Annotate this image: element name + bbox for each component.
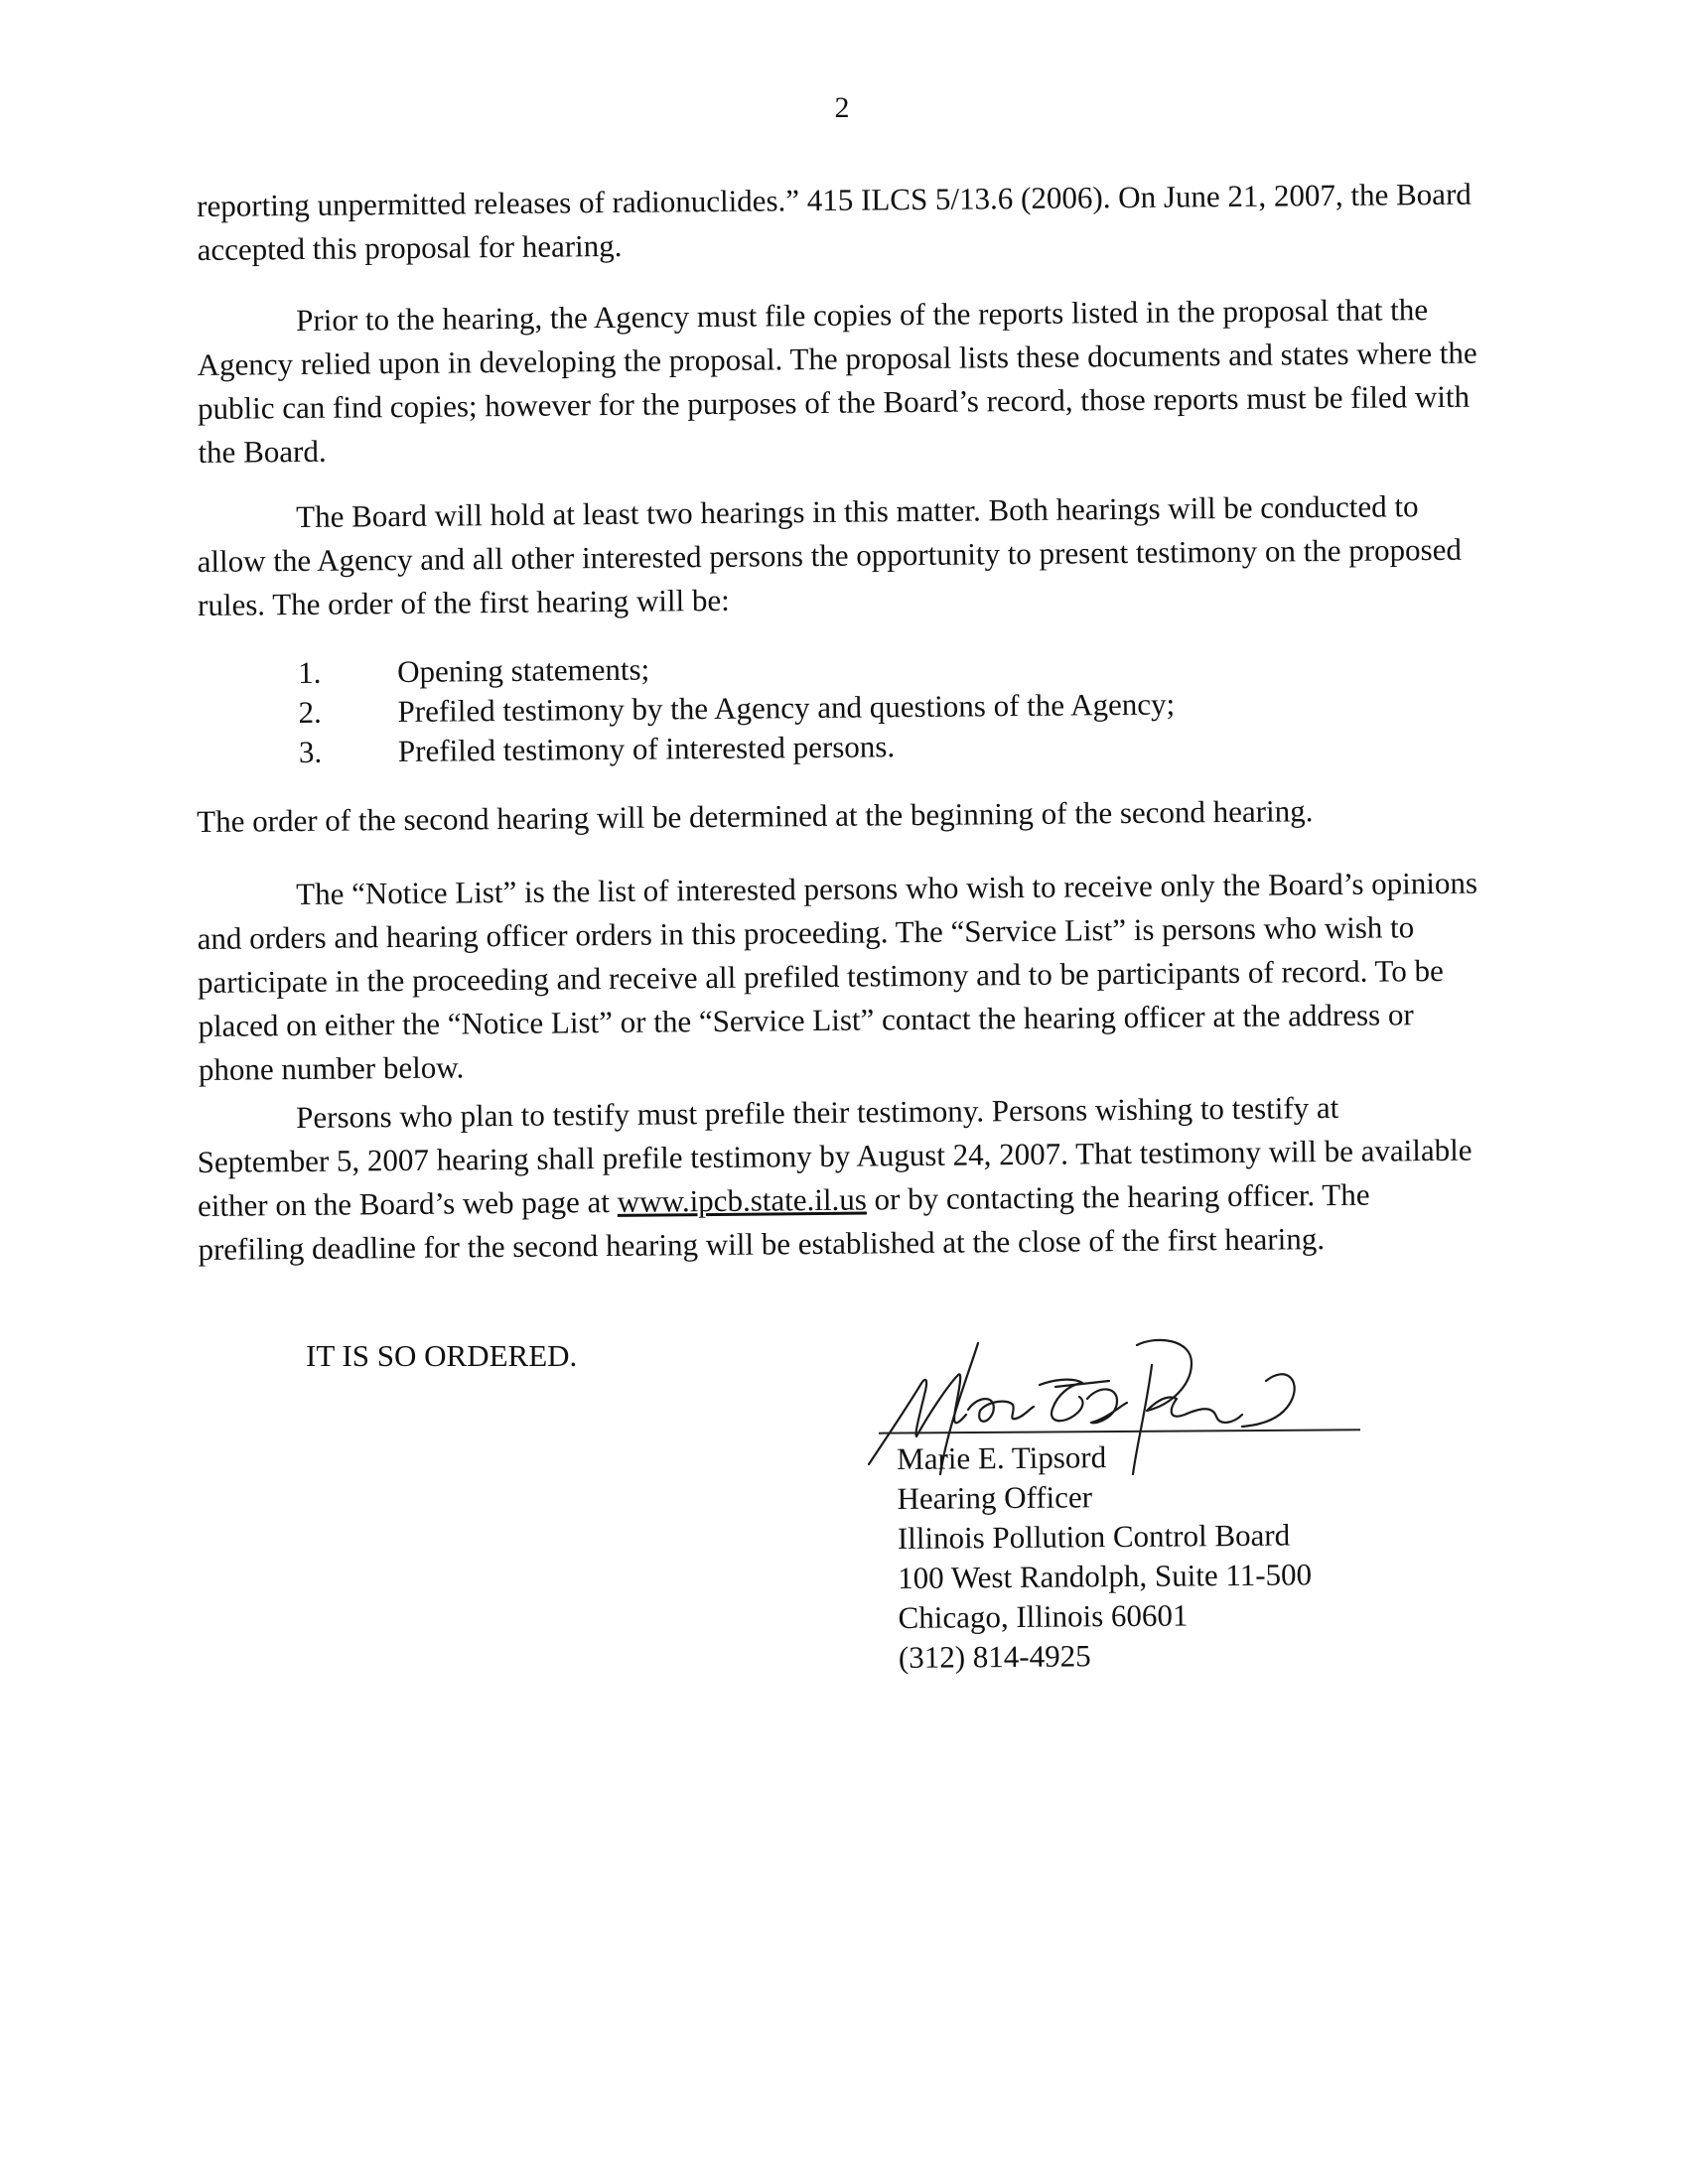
- officer-organization: Illinois Pollution Control Board: [897, 1517, 1291, 1556]
- paragraph-reports-block: [197, 288, 1479, 475]
- hearing-officer-block: [897, 1435, 1313, 1678]
- paragraph-second-hearing: The order of the second hearing will be determined at the beginning of the second hearing.: [197, 793, 1314, 839]
- list-number: 2.: [298, 694, 322, 730]
- paragraph-notice-list: The “Notice List” is the list of interested persons who wish to receive only the Board’s opinions and orders and hearing officer orders in this proceeding. The “Service List” is persons who wish to participate in the proceeding and receive all prefiled testimony and to be participants of record. To be placed on either the “Notice List” or the “Service List” contact the hearing officer at the address or phone number below.: [197, 865, 1478, 1087]
- officer-address-line1: 100 West Randolph, Suite 11-500: [898, 1557, 1313, 1595]
- officer-phone: (312) 814-4925: [898, 1638, 1091, 1675]
- list-text: Prefiled testimony of interested persons.: [397, 729, 896, 769]
- officer-address-line2: Chicago, Illinois 60601: [898, 1597, 1189, 1635]
- closing-statement: IT IS SO ORDERED.: [306, 1338, 578, 1373]
- paragraph-hearings: The Board will hold at least two hearings in this matter. Both hearings will be conducted to allow the Agency and all other interested persons the opportunity to present testimony on the proposed rules. The order of the first hearing will be:: [197, 488, 1463, 622]
- testify-text-before: Persons who plan to testify must prefile their testimony. Persons wishing to testify at September 5, 2007 hearing shall prefile testimony by August 24, 2007. That testimony will be available either on the Board’s web page at: [197, 1089, 1473, 1223]
- paragraph-reports: Prior to the hearing, the Agency must file copies of the reports listed in the proposal that the Agency relied upon in developing the proposal. The proposal lists these documents and states where the public can find copies; however for the purposes of the Board’s record, those reports must be filed with the Board.: [197, 292, 1477, 470]
- list-text: Prefiled testimony by the Agency and questions of the Agency;: [397, 686, 1176, 730]
- list-item: [299, 725, 1176, 772]
- hearing-order-list: [298, 645, 1176, 772]
- testify-text-after: or by contacting the hearing officer. The prefiling deadline for the second hearing will be established at the close of the first hearing.: [198, 1176, 1370, 1267]
- paragraph-hearings-block: [197, 484, 1478, 627]
- officer-name: Marie E. Tipsord: [897, 1439, 1107, 1476]
- page-number: 2: [834, 91, 850, 124]
- list-number: 1.: [298, 654, 322, 690]
- paragraph-notice-block: [197, 862, 1479, 1092]
- list-text: Opening statements;: [397, 651, 650, 690]
- list-item: [298, 685, 1175, 733]
- paragraph-second-hearing-block: [197, 788, 1477, 844]
- list-number: 3.: [298, 734, 323, 769]
- paragraph-testify: [197, 1085, 1479, 1272]
- officer-title: Hearing Officer: [897, 1479, 1093, 1516]
- paragraph-testify-block: [197, 1085, 1479, 1272]
- board-web-link[interactable]: www.ipcb.state.il.us: [617, 1181, 867, 1219]
- paragraph-intro-block: [197, 173, 1478, 272]
- paragraph-intro: reporting unpermitted releases of radionuclides.” 415 ILCS 5/13.6 (2006). On June 21, 2007, the Board accepted this proposal for hearing.: [197, 176, 1472, 267]
